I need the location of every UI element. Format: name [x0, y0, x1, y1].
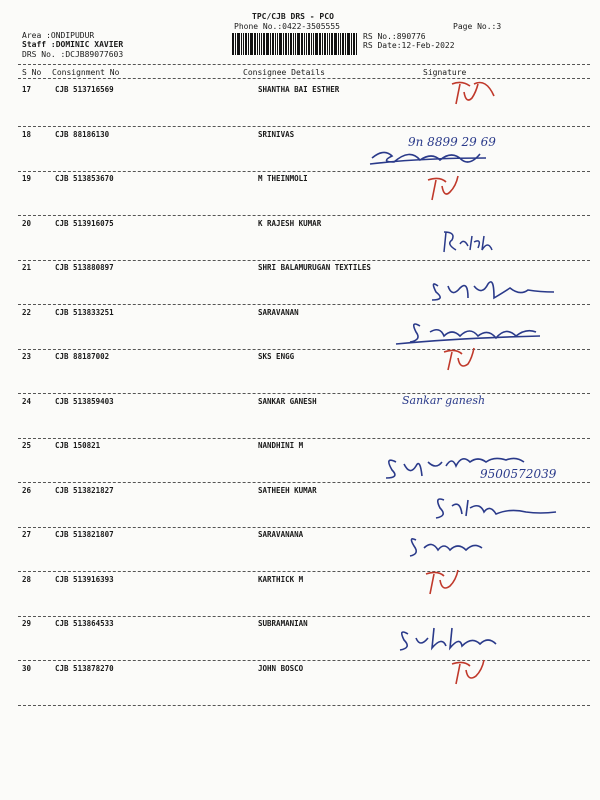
row-consignee: K RAJESH KUMAR — [258, 218, 322, 228]
rs-number: RS No.:890776 — [363, 32, 426, 41]
row-consignment-no: CJB 513821807 — [55, 530, 114, 539]
row-sno: 24 — [22, 396, 32, 406]
row-sno: 19 — [22, 174, 32, 183]
row-consignment-no: CJB 88186130 — [55, 129, 110, 139]
handwritten-phone-2: 9500572039 — [480, 467, 557, 481]
row-sno: 20 — [22, 218, 32, 228]
row-consignee: SARAVANANA — [258, 530, 304, 539]
row-consignment-no: CJB 513880897 — [55, 263, 114, 272]
row-sno: 30 — [22, 663, 32, 673]
row-consignee: KARTHICK M — [258, 574, 304, 584]
row-sno: 17 — [22, 85, 32, 94]
row-consignee: SATHEEH KUMAR — [258, 485, 317, 495]
signature-mark-27 — [410, 539, 482, 556]
row-consignee: JOHN BOSCO — [258, 663, 304, 673]
signature-mark-30 — [452, 660, 484, 684]
row-consignment-no: CJB 513859403 — [55, 396, 114, 406]
row-sno: 22 — [22, 307, 32, 317]
row-consignee: SARAVANAN — [258, 307, 299, 317]
row-sno: 23 — [22, 352, 32, 361]
col-consignment: Consignment No — [52, 68, 120, 77]
row-sno: 27 — [22, 530, 32, 539]
signature-mark-22 — [396, 324, 540, 344]
row-consignment-no: CJB 513916075 — [55, 218, 114, 228]
signature-mark-26 — [436, 499, 556, 518]
signature-mark-21 — [432, 282, 554, 300]
signature-mark-17 — [452, 82, 494, 104]
row-consignee: SHANTHA BAI ESTHER — [258, 85, 340, 94]
signature-mark-29 — [400, 628, 496, 650]
page-number: Page No.:3 — [453, 22, 502, 31]
row-sno: 21 — [22, 263, 32, 272]
row-sno: 28 — [22, 574, 32, 584]
row-consignee: M THEINMOLI — [258, 174, 308, 183]
signature-mark-18 — [370, 152, 486, 164]
row-consignee: NANDHINI M — [258, 441, 304, 450]
row-consignee: SHRI BALAMURUGAN TEXTILES — [258, 263, 371, 272]
col-consignee: Consignee Details — [243, 68, 325, 77]
row-sno: 26 — [22, 485, 32, 495]
row-consignment-no: CJB 513821827 — [55, 485, 114, 495]
row-consignment-no: CJB 513864533 — [55, 619, 114, 628]
row-consignee: SKS ENGG — [258, 352, 295, 361]
signature-mark-20 — [444, 232, 492, 252]
signature-mark-19 — [428, 176, 458, 200]
phone-number: Phone No.:0422-3505555 — [234, 22, 340, 31]
row-sno: 18 — [22, 129, 32, 139]
row-sno: 25 — [22, 441, 32, 450]
row-consignment-no: CJB 88187002 — [55, 352, 110, 361]
row-consignment-no: CJB 513716569 — [55, 85, 114, 94]
row-consignment-no: CJB 150821 — [55, 441, 101, 450]
col-signature: Signature — [423, 68, 467, 77]
document-title: TPC/CJB DRS - PCO — [252, 12, 334, 21]
row-consignment-no: CJB 513878270 — [55, 663, 114, 673]
staff-label: Staff :DOMINIC XAVIER — [22, 40, 124, 49]
row-consignee: SANKAR GANESH — [258, 396, 317, 406]
row-consignment-no: CJB 513853670 — [55, 174, 114, 183]
col-sno: S No — [22, 68, 42, 77]
signature-mark-24: Sankar ganesh — [402, 394, 486, 407]
area-label: Area :ONDIPUDUR — [22, 31, 95, 40]
row-consignment-no: CJB 513833251 — [55, 307, 114, 317]
drs-number: DRS No. :DCJB89077603 — [22, 50, 124, 59]
signature-mark-23 — [444, 348, 474, 370]
row-sno: 29 — [22, 619, 32, 628]
row-consignee: SUBRAMANIAN — [258, 619, 308, 628]
row-consignment-no: CJB 513916393 — [55, 574, 114, 584]
row-consignee: SRINIVAS — [258, 129, 295, 139]
handwritten-phone-1: 9n 8899 29 69 — [408, 135, 496, 149]
rs-date: RS Date:12-Feb-2022 — [363, 41, 455, 50]
signature-mark-28 — [426, 570, 458, 594]
